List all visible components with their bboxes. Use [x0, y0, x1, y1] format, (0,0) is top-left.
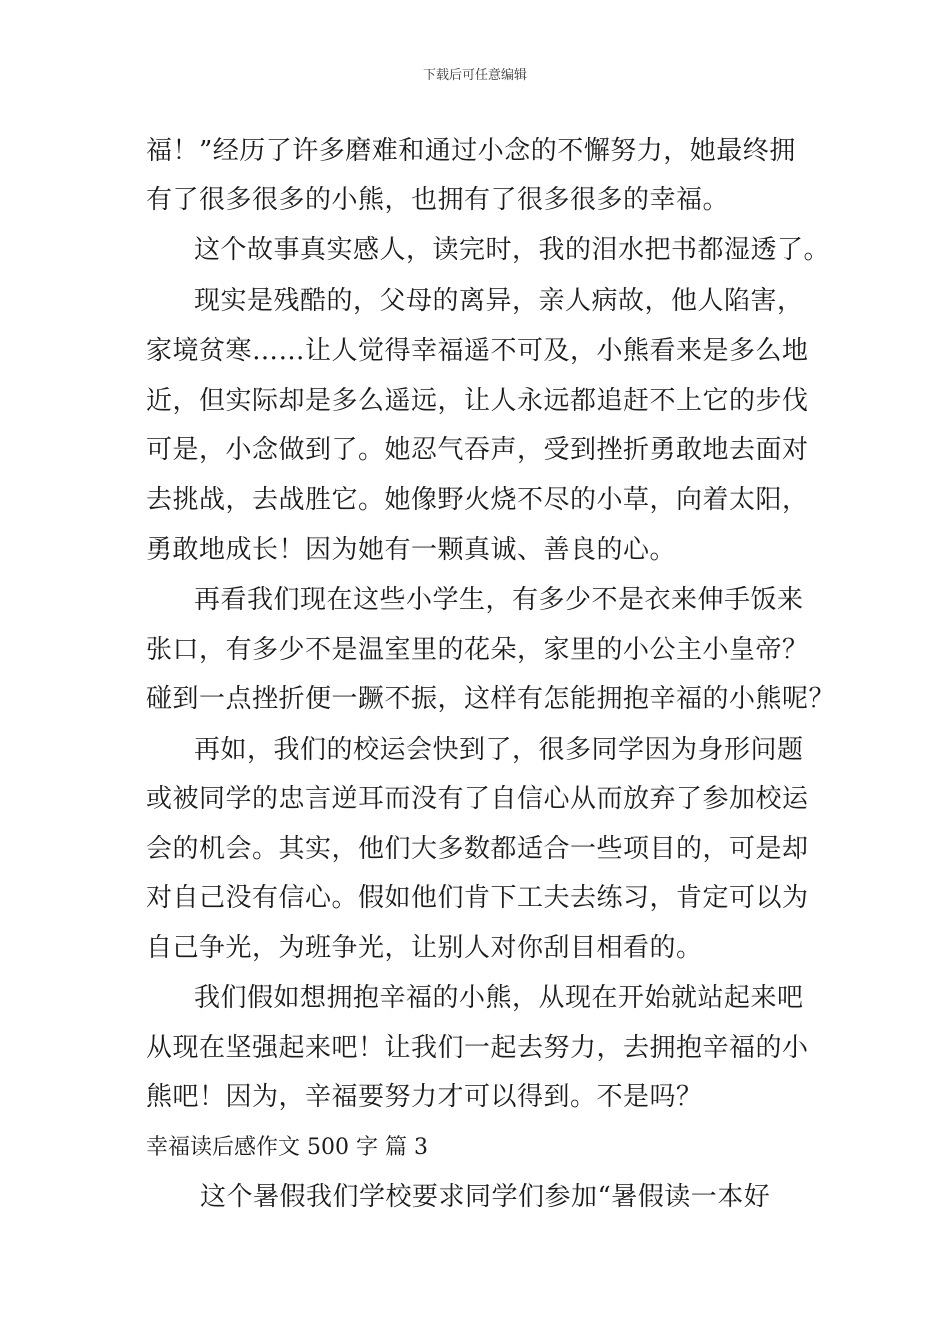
text-line: 这个故事真实感人，读完时，我的泪水把书都湿透了。 — [194, 235, 831, 265]
text-line: 再看我们现在这些小学生，有多少不是衣来伸手饭来 — [194, 585, 804, 615]
text-line: 我们假如想拥抱辛福的小熊，从现在开始就站起来吧 — [194, 983, 804, 1013]
text-line: 福！”经历了许多磨难和通过小念的不懈努力，她最终拥 — [146, 136, 796, 166]
text-line: 勇敢地成长！因为她有一颗真诚、善良的心。 — [146, 535, 677, 565]
text-line: 对自己没有信心。假如他们肯下工夫去练习，肯定可以为 — [146, 883, 809, 913]
text-line: 熊吧！因为，辛福要努力才可以得到。不是吗？ — [146, 1082, 703, 1112]
text-line: 自己争光，为班争光，让别人对你刮目相看的。 — [146, 933, 703, 963]
text-line: 或被同学的忠言逆耳而没有了自信心从而放弃了参加校运 — [146, 784, 809, 814]
text-line: 张口，有多少不是温室里的花朵，家里的小公主小皇帝？ — [146, 635, 809, 665]
text-line: 去挑战，去战胜它。她像野火烧不尽的小草，向着太阳， — [146, 485, 809, 515]
text-line: 家境贫寒……让人觉得幸福遥不可及，小熊看来是多么地 — [146, 336, 809, 366]
page-header: 下载后可任意编辑 — [422, 68, 527, 83]
section-heading: 幸福读后感作文 500 字 篇 3 — [146, 1135, 428, 1160]
text-line: 近，但实际却是多么遥远，让人永远都追赶不上它的步伐 — [146, 386, 809, 416]
text-line: 会的机会。其实，他们大多数都适合一些项目的，可是却 — [146, 834, 809, 864]
text-line: 这个暑假我们学校要求同学们参加“暑假读一本好 — [200, 1182, 771, 1212]
text-line: 再如，我们的校运会快到了，很多同学因为身形问题 — [194, 735, 804, 765]
text-line: 有了很多很多的小熊，也拥有了很多很多的幸福。 — [146, 185, 730, 215]
text-line: 现实是残酷的，父母的离异，亲人病故，他人陷害， — [194, 286, 804, 316]
text-line: 可是，小念做到了。她忍气吞声，受到挫折勇敢地去面对 — [146, 435, 809, 465]
text-line: 从现在坚强起来吧！让我们一起去努力，去拥抱辛福的小 — [146, 1033, 809, 1063]
text-line: 碰到一点挫折便一蹶不振，这样有怎能拥抱辛福的小熊呢？ — [146, 684, 836, 714]
